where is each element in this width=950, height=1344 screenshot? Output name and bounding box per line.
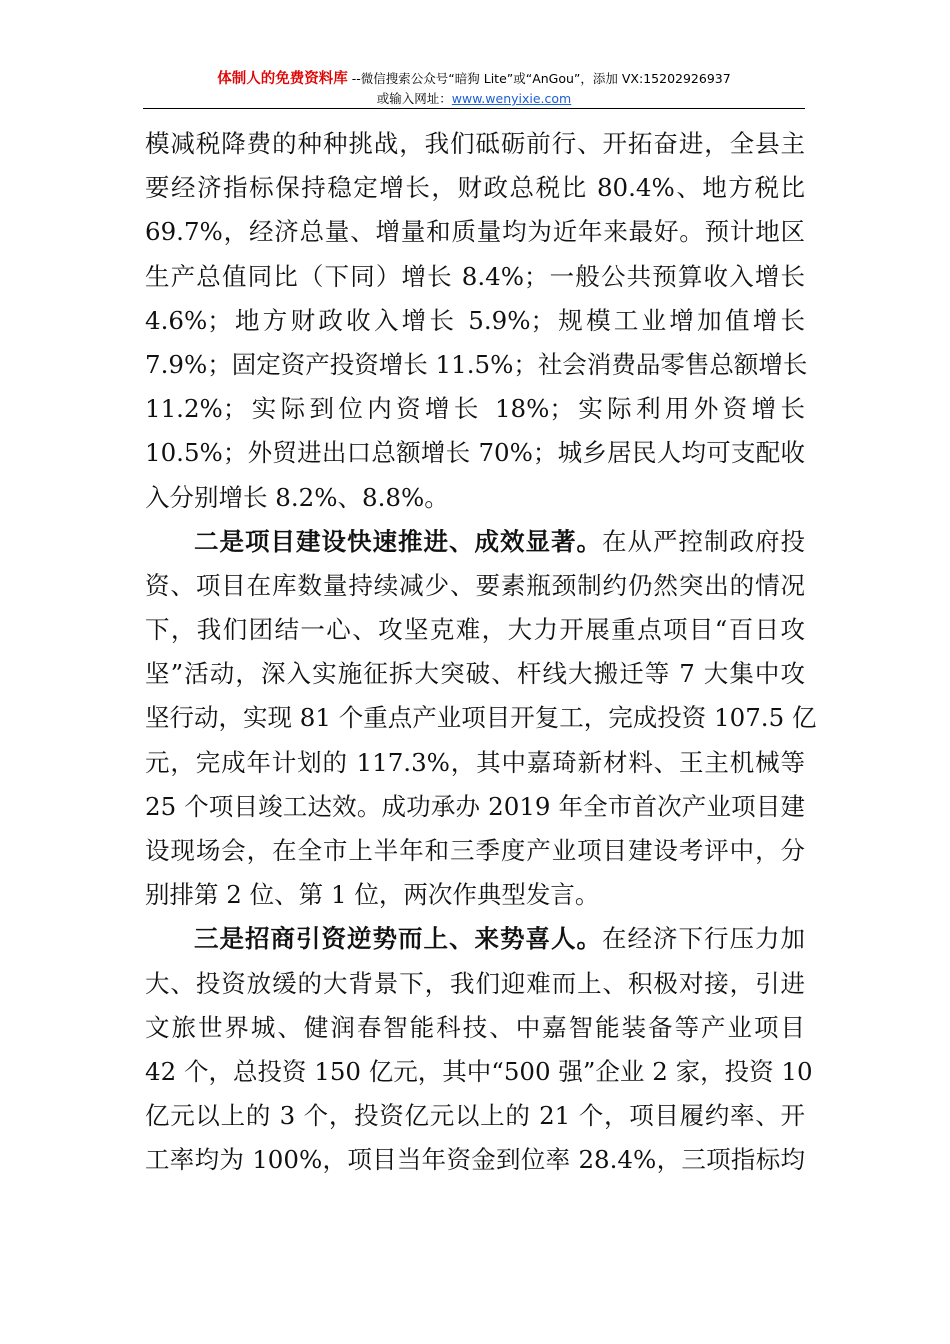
paragraph-lead: 三是招商引资逆势而上、来势喜人。 [194, 924, 602, 954]
text-line: 设现场会，在全市上半年和三季度产业项目建设考评中，分 [145, 836, 805, 865]
header-divider [143, 108, 805, 109]
body-text [145, 122, 817, 1183]
text-line: 坚”活动，深入实施征拆大突破、杆线大搬迁等 7 大集中攻 [145, 659, 805, 689]
text-line: 7.9%；固定资产投资增长 11.5%；社会消费品零售总额增长 [145, 349, 808, 379]
header-line-2 [143, 90, 805, 108]
text-line: 亿元以上的 3 个，投资亿元以上的 21 个，项目履约率、开 [145, 1101, 805, 1131]
paragraph-first-line-rest: 在经济下行压力加 [602, 924, 805, 954]
text-line: 别排第 2 位、第 1 位，两次作典型发言。 [145, 880, 600, 910]
text-line: 下，我们团结一心、攻坚克难，大力开展重点项目“百日攻 [145, 615, 805, 645]
text-line: 文旅世界城、健润春智能科技、中嘉智能装备等产业项目 [145, 1012, 805, 1042]
paragraph-first-line [145, 917, 805, 961]
paragraph-first-line [145, 520, 805, 564]
text-line: 10.5%；外贸进出口总额增长 70%；城乡居民人均可支配收 [145, 438, 805, 468]
text-line: 大、投资放缓的大背景下，我们迎难而上、积极对接，引进 [145, 968, 805, 998]
paragraph-first-line-rest: 在从严控制政府投 [602, 526, 805, 556]
text-line: 坚行动，实现 81 个重点产业项目开复工，完成投资 107.5 亿 [145, 703, 817, 733]
text-line: 入分别增长 8.2%、8.8%。 [145, 482, 449, 512]
text-line: 11.2%；实际到位内资增长 18%；实际利用外资增长 [145, 394, 805, 424]
text-line: 生产总值同比（下同）增长 8.4%；一般公共预算收入增长 [145, 261, 805, 291]
paragraph-economic-indicators [145, 122, 808, 520]
wechat-promo-text: --微信搜索公众号“暗狗 Lite”或“AnGou”，添加 VX:15202926937 [347, 71, 731, 86]
website-link[interactable]: www.wenyixie.com [451, 91, 572, 106]
paragraph-project-construction [145, 520, 817, 918]
text-line: 资、项目在库数量持续减少、要素瓶颈制约仍然突出的情况 [145, 570, 805, 600]
text-line: 元，完成年计划的 117.3%，其中嘉琦新材料、王主机械等 [145, 747, 805, 777]
text-line: 25 个项目竣工达效。成功承办 2019 年全市首次产业项目建 [145, 791, 805, 821]
page-header [143, 70, 805, 108]
url-prefix: 或输入网址： [376, 91, 452, 106]
paragraph-lead: 二是项目建设快速推进、成效显著。 [194, 526, 602, 556]
paragraph-investment-attraction [145, 917, 813, 1182]
text-line: 69.7%，经济总量、增量和质量均为近年来最好。预计地区 [145, 217, 805, 247]
text-line: 要经济指标保持稳定增长，财政总税比 80.4%、地方税比 [145, 173, 805, 203]
text-line: 工率均为 100%，项目当年资金到位率 28.4%，三项指标均 [145, 1145, 805, 1175]
text-line: 42 个，总投资 150 亿元，其中“500 强”企业 2 家，投资 10 [145, 1056, 813, 1086]
text-line: 4.6%；地方财政收入增长 5.9%；规模工业增加值增长 [145, 305, 805, 335]
text-line: 模减税降费的种种挑战，我们砥砺前行、开拓奋进，全县主 [145, 129, 805, 158]
header-line-1 [143, 70, 805, 88]
brand-title: 体制人的免费资料库 [217, 71, 348, 87]
